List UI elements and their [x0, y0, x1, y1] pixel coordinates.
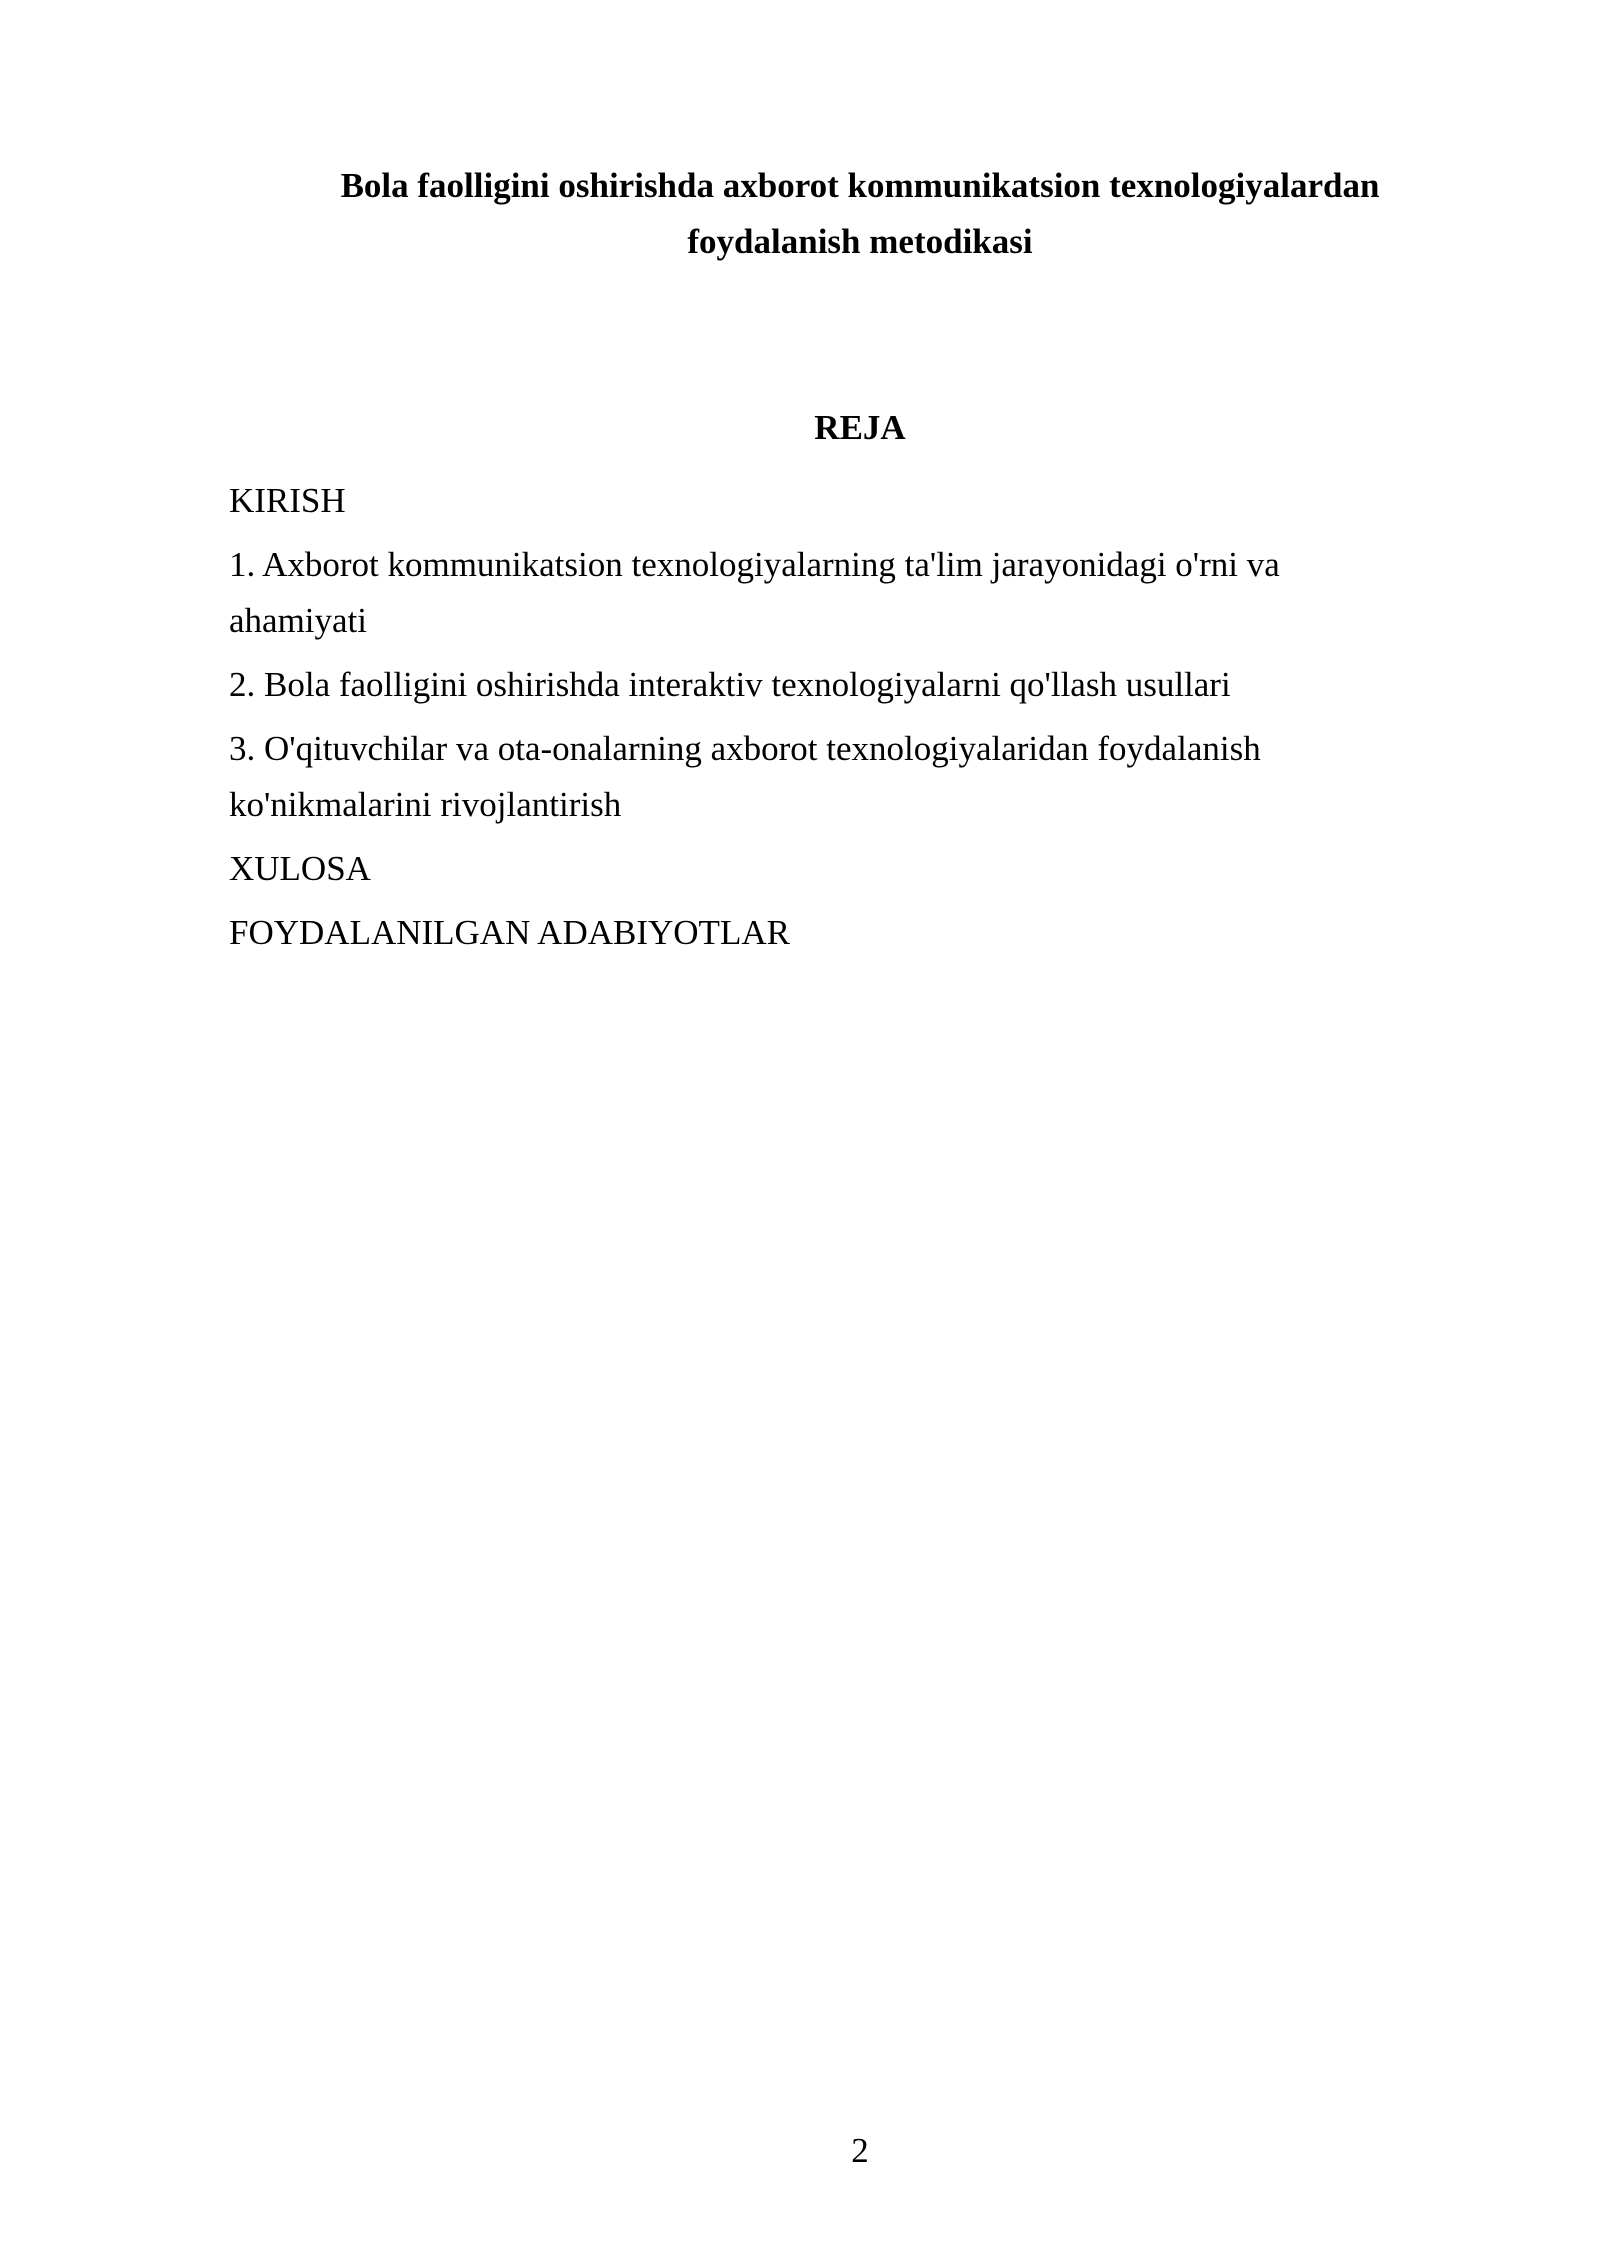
- plan-item-references: FOYDALANILGAN ADABIYOTLAR: [229, 913, 790, 952]
- plan-item-introduction: KIRISH: [229, 481, 346, 520]
- plan-item-2: 2. Bola faolligini oshirishda interaktiv texnologiyalarni qo'llash usullari: [229, 665, 1231, 704]
- page-number: 2: [851, 2131, 869, 2170]
- plan-heading: REJA: [814, 408, 906, 447]
- document-title: [290, 158, 1430, 270]
- plan-item-3: 3. O'qituvchilar va ota-onalarning axborot texnologiyalaridan foydalanish ko'nikmalarini rivojlantirish: [229, 729, 1261, 824]
- plan-item-1: 1. Axborot kommunikatsion texnologiyalarning ta'lim jarayonidagi o'rni va ahamiyati: [229, 545, 1280, 640]
- plan-list: [229, 473, 1379, 969]
- document-title-line-1: Bola faolligini oshirishda axborot kommunikatsion texnologiyalardan: [340, 166, 1380, 205]
- plan-item-conclusion: XULOSA: [229, 849, 371, 888]
- document-title-line-2: foydalanish metodikasi: [687, 222, 1033, 261]
